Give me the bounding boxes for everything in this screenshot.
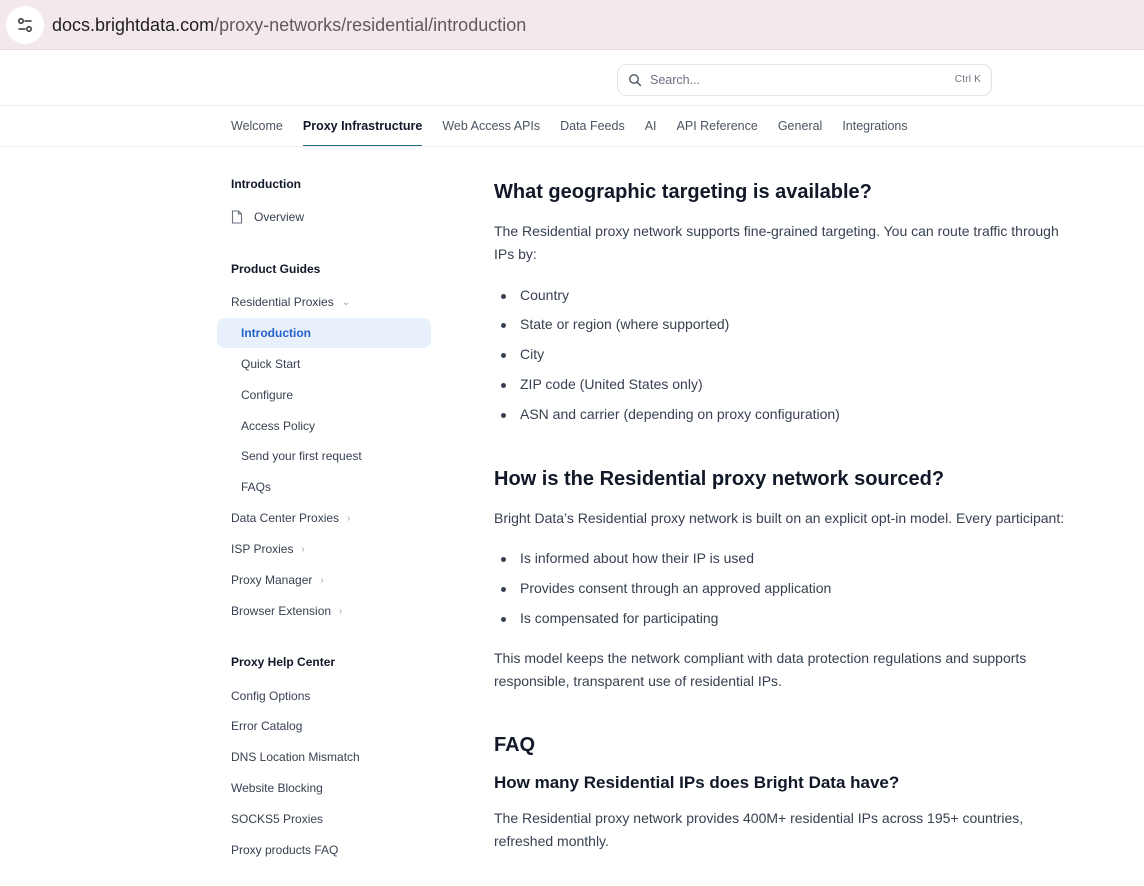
chevron-right-icon: › <box>339 605 343 617</box>
tab-api-reference[interactable]: API Reference <box>676 119 758 133</box>
sidebar-item-introduction-active[interactable] <box>217 318 431 348</box>
faq-answer: The Residential proxy network provides 400M+ residential IPs across 195+ countries, refreshed monthly. <box>494 810 1024 849</box>
heading-network-sourced: How is the Residential proxy network sourced? <box>494 468 945 490</box>
search-icon <box>628 73 642 92</box>
faq-question: How many Residential IPs does Bright Data have? <box>494 773 900 792</box>
sidebar-item-label: Browser Extension <box>231 604 332 618</box>
tab-data-feeds[interactable]: Data Feeds <box>560 119 625 133</box>
paragraph-sourced-intro: Bright Data’s Residential proxy network is built on an explicit opt-in model. Every participant: <box>494 510 1065 526</box>
sidebar-item-proxy-manager[interactable] <box>231 573 324 587</box>
sidebar-item-error-catalog[interactable]: Error Catalog <box>231 719 303 733</box>
chevron-right-icon: › <box>347 512 351 524</box>
sidebar-item-label: ISP Proxies <box>231 542 294 556</box>
tab-ai[interactable]: AI <box>644 119 657 133</box>
sidebar-item-data-center-proxies[interactable] <box>231 511 350 525</box>
sidebar-item-configure[interactable]: Configure <box>241 388 294 402</box>
sidebar-heading-help-center: Proxy Help Center <box>231 655 336 669</box>
sidebar-item-label: Proxy Manager <box>231 573 313 587</box>
paragraph-geo-intro: The Residential proxy network supports fine-grained targeting. You can route traffic through IPs by: <box>494 223 1059 262</box>
sidebar-item-label: Residential Proxies <box>231 295 334 309</box>
paragraph-sourced-outro: This model keeps the network compliant with data protection regulations and supports responsible, transparent use of residential IPs. <box>494 650 1027 689</box>
sidebar-item-residential-proxies[interactable] <box>231 295 350 309</box>
tab-general[interactable]: General <box>777 119 823 133</box>
sidebar-heading-product-guides: Product Guides <box>231 262 321 276</box>
sidebar-item-website-blocking[interactable]: Website Blocking <box>231 781 323 795</box>
browser-address-bar <box>0 0 1144 50</box>
sidebar-item-send-first-request[interactable]: Send your first request <box>241 449 362 463</box>
tab-proxy-infrastructure[interactable]: Proxy Infrastructure <box>303 104 422 146</box>
sidebar-item-label: Introduction <box>241 326 311 340</box>
sidebar-item-label: Data Center Proxies <box>231 511 340 525</box>
document-icon <box>231 210 244 224</box>
url-host: docs.brightdata.com <box>52 15 215 35</box>
url-field[interactable] <box>52 13 526 37</box>
tab-web-access-apis[interactable]: Web Access APIs <box>442 119 541 133</box>
sidebar-heading-introduction: Introduction <box>231 177 301 191</box>
sidebar-item-browser-extension[interactable] <box>231 604 342 618</box>
heading-faq: FAQ <box>494 734 536 756</box>
tab-welcome[interactable]: Welcome <box>231 119 283 133</box>
sidebar-item-config-options[interactable]: Config Options <box>231 689 311 703</box>
url-path: /proxy-networks/residential/introduction <box>214 15 527 35</box>
sidebar-item-access-policy[interactable]: Access Policy <box>241 419 316 433</box>
chevron-down-icon: ⌄ <box>341 296 351 308</box>
heading-geo-targeting: What geographic targeting is available? <box>494 181 872 203</box>
search-input[interactable] <box>617 64 992 96</box>
site-settings-icon[interactable] <box>6 6 44 44</box>
sidebar-item-overview[interactable] <box>231 210 304 224</box>
sidebar-item-socks5-proxies[interactable]: SOCKS5 Proxies <box>231 812 324 826</box>
chevron-right-icon: › <box>320 574 324 586</box>
search-shortcut: Ctrl K <box>954 74 981 85</box>
sidebar-item-proxy-products-faq[interactable]: Proxy products FAQ <box>231 843 339 857</box>
sidebar-item-quick-start[interactable]: Quick Start <box>241 357 301 371</box>
sidebar-item-faqs[interactable]: FAQs <box>241 480 272 494</box>
tabs-divider <box>0 146 1144 147</box>
top-nav-tabs <box>231 104 928 146</box>
tab-integrations[interactable]: Integrations <box>842 119 908 133</box>
chevron-right-icon: › <box>301 543 305 555</box>
sidebar-item-label: Overview <box>254 210 305 224</box>
sidebar-item-isp-proxies[interactable] <box>231 542 305 556</box>
sidebar-item-dns-location-mismatch[interactable]: DNS Location Mismatch <box>231 750 360 764</box>
search-placeholder: Search... <box>650 73 701 87</box>
